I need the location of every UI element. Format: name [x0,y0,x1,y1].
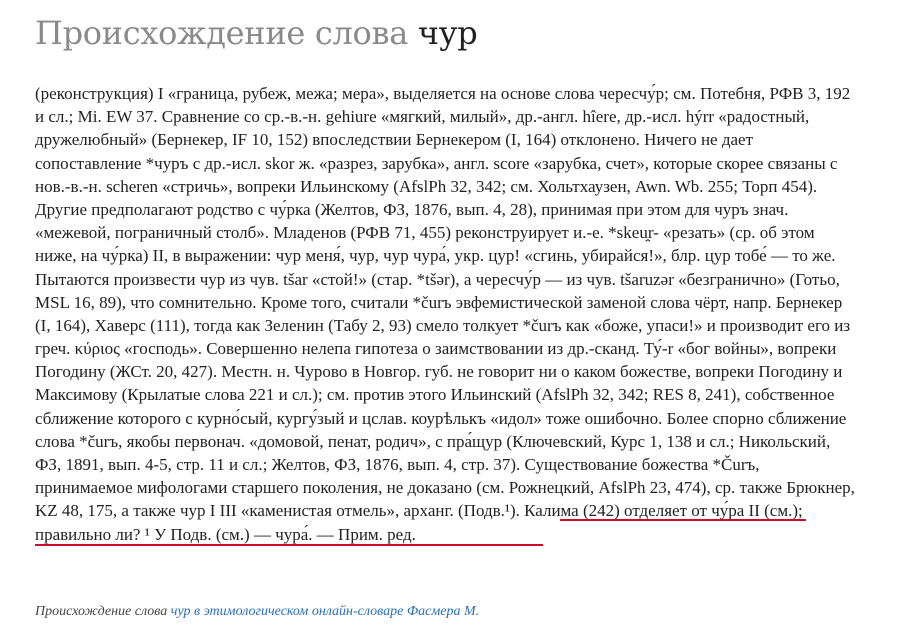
highlight-underline-2 [35,544,543,546]
title-prefix: Происхождение слова [35,14,408,52]
text-line: MSL 16, 89), что сомнительно. Кроме того, считали *čurъ эвфемистической заменой слова чёрт, напр. Бернекер [35,292,843,312]
text-line: греч. κύριος «господь». Совершенно нелепа гипотеза о заимствовании из др.-сканд. Ту́-r «бог войны», вопреки [35,339,837,359]
text-line: и сл.; Mi. EW 37. Сравнение со ср.-в.-н. gehiure «мягкий, милый», др.-англ. hîere, др.-исл. hýrr «радостный, [35,107,810,127]
text-line: Погодину (ЖСт. 20, 427). Местн. н. Чурово в Новгор. губ. не говорит ни о каком божестве, вопреки Погодину и [35,362,843,382]
source-prefix: Происхождение слова [35,604,168,619]
text-line: ФЗ, 1891, вып. 4-5, стр. 11 и сл.; Желтов, ФЗ, 1876, вып. 4, стр. 37). Существование божества *Čurъ, [35,455,760,474]
text-line: сближение которого с курно́сый, кургу́зый и цслав. коурѣлькъ «идол» тоже ошибочно. Более спорно сближение [35,408,847,428]
text-line: сопоставление *чуръ с др.-исл. skor ж. «разрез, зарубка», англ. score «зарубка, счет», которые скорее связаны с [35,153,838,173]
text-line: дружелюбный» (Бернекер, IF 10, 152) впоследствии Бернекером (I, 164) отклонено. Ничего не дает [35,130,754,150]
text-line: (реконструкция) I «граница, рубеж, межа; мера», выделяется на основе слова чересчу́р; см. Потебня, РФВ 3, 192 [35,84,851,103]
text-line: (I, 164), Хаверс (111), тогда как Зеленин (Табу 2, 93) смело толкует *čurъ как «боже, упаси!» и производит его из [35,315,851,335]
text-line: «межевой, пограничный столб». Младенов (РФВ 71, 455) реконструирует и.-е. *skeu̯r- «резать» (ср. об этом [35,223,815,243]
text-line: нов.-в.-н. scheren «стричь», вопреки Ильинскому (AfslPh 32, 342; см. Хольтхаузен, Awn. Wb. 255; Торп 454). [35,176,818,196]
title-word: чур [417,14,478,52]
text-line: правильно ли? ¹ У Подв. (см.) — чура́. — Прим. ред. [35,524,416,544]
text-line: Пытаются произвести чур из чув. tšar «стой!» (стар. *tšər), а чересчу́р — из чув. tšaruzər «безгранично» (Готьо, [35,269,840,289]
highlight-underline-1 [560,519,806,521]
etymology-text [35,82,905,546]
text-line: Другие предполагают родство с чу́рка (Желтов, ФЗ, 1876, вып. 4, 28), принимая при этом для чуръ знач. [35,199,789,219]
dictionary-link[interactable]: чур в этимологическом онлайн-словаре Фасмера М. [170,604,480,619]
text-line: Максимову (Крылатые слова 221 и сл.); см. против этого Ильинский (AfslPh 32, 342; RES 8, 241), собственное [35,385,835,405]
text-line: принимаемое мифологами старшего поколения, не доказано (см. Рожнецкий, AfslPh 23, 474), ср. также Брюкнер, [35,478,855,498]
text-line: ниже, на чу́рка) II, в выражении: чур меня́, чур, чур чура́, укр. цур! «сгинь, убирайся!», блр. цур тобе́ — то же. [35,246,836,266]
source-credit [35,604,479,620]
text-line: слова *čurъ, якобы первонач. «домовой, пенат, родич», с пра́щур (Ключевский, Курс 1, 138 и сл.; Никольский, [35,431,831,451]
page-title [35,14,477,52]
text-line: KZ 48, 175, а также чур I III «каменистая отмель», арханг. (Подв.¹). Калима (242) отделяет от чу́ра II (см.); [35,501,803,521]
